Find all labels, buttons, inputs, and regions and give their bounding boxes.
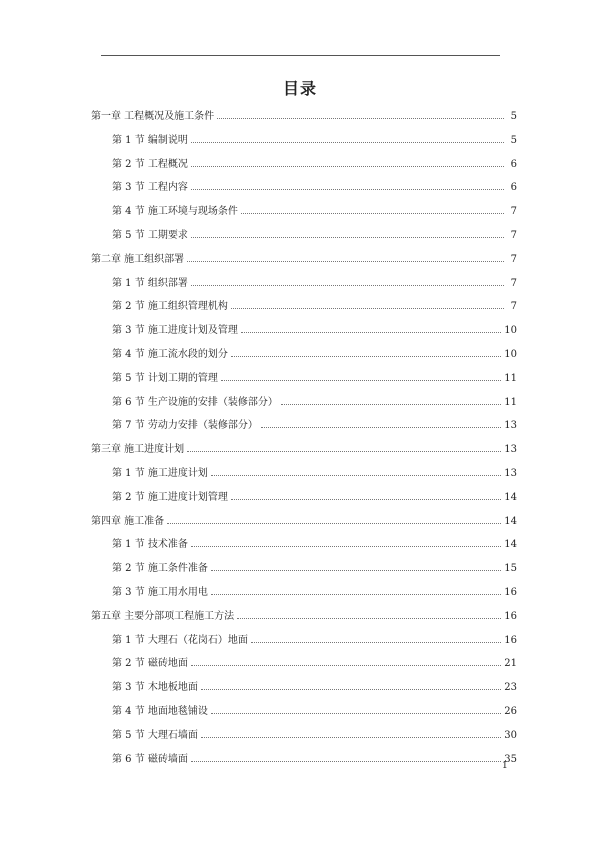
dot-leader: [221, 380, 501, 381]
toc-entry-label: 第 3 节 工程内容: [112, 182, 188, 194]
toc-entry-label: 第 1 节 编制说明: [112, 134, 188, 146]
dot-leader: [241, 213, 504, 214]
toc-entry-section[interactable]: [112, 396, 517, 410]
toc-entry-page: 13: [504, 420, 517, 432]
toc-entry-page: 10: [504, 325, 517, 337]
toc-entry-page: 6: [510, 158, 517, 170]
toc-entry-label: 第 2 节 工程概况: [112, 158, 188, 170]
toc-entry-label: 第 5 节 计划工期的管理: [112, 372, 218, 384]
toc-entry-section[interactable]: [112, 491, 517, 505]
toc-entry-page: 16: [504, 610, 517, 622]
dot-leader: [211, 570, 501, 571]
toc-entry-page: 7: [510, 253, 517, 265]
dot-leader: [191, 189, 504, 190]
toc-entry-page: 21: [504, 658, 517, 670]
toc-entry-label: 第二章 施工组织部署: [91, 253, 185, 265]
dot-leader: [191, 546, 501, 547]
header-rule: [101, 55, 500, 56]
toc-entry-label: 第三章 施工进度计划: [91, 444, 185, 456]
toc-entry-section[interactable]: [112, 134, 517, 148]
toc-entry-section[interactable]: [112, 586, 517, 600]
toc-entry-page: 11: [504, 396, 517, 408]
dot-leader: [251, 642, 501, 643]
toc-entry-label: 第 4 节 地面地毯铺设: [112, 706, 208, 717]
dot-leader: [191, 142, 504, 143]
toc-entry-section[interactable]: [112, 705, 517, 719]
toc-entry-page: 16: [504, 587, 517, 598]
dot-leader: [241, 332, 501, 333]
toc-entry-section[interactable]: [112, 681, 517, 695]
toc-entry-page: 13: [504, 444, 517, 456]
toc-entry-page: 5: [510, 134, 517, 146]
toc-entry-label: 第 4 节 施工流水段的划分: [112, 349, 228, 360]
toc-entry-section[interactable]: [112, 181, 517, 195]
toc-entry-label: 第 3 节 施工进度计划及管理: [112, 325, 238, 337]
toc-entry-label: 第 2 节 施工条件准备: [112, 563, 208, 575]
toc-entry-page: 7: [510, 301, 517, 313]
toc-entry-section[interactable]: [112, 300, 517, 314]
dot-leader: [217, 118, 504, 119]
toc-entry-label: 第 1 节 组织部署: [112, 277, 188, 289]
toc-entry-section[interactable]: [112, 277, 517, 291]
toc-entry-page: 7: [510, 206, 517, 218]
dot-leader: [191, 761, 501, 762]
dot-leader: [167, 523, 501, 524]
dot-leader: [237, 618, 501, 619]
toc-entry-label: 第 2 节 施工组织管理机构: [112, 301, 228, 313]
toc-entry-page: 10: [504, 349, 517, 360]
page-title: 目录: [282, 79, 317, 98]
dot-leader: [187, 451, 501, 452]
toc-entry-page: 16: [504, 634, 517, 646]
toc-entry-label: 第 5 节 大理石墙面: [112, 729, 198, 741]
toc-entry-section[interactable]: [112, 729, 517, 743]
toc-entry-label: 第 4 节 施工环境与现场条件: [112, 206, 238, 218]
toc-entry-page: 30: [504, 729, 517, 741]
toc-entry-section[interactable]: [112, 657, 517, 671]
toc-entry-section[interactable]: [112, 348, 517, 362]
dot-leader: [211, 475, 501, 476]
toc-entry-chapter[interactable]: [91, 253, 517, 267]
dot-leader: [201, 737, 501, 738]
dot-leader: [191, 285, 504, 286]
toc-entry-label: 第 1 节 施工进度计划: [112, 468, 208, 479]
toc-entry-page: 13: [504, 468, 517, 479]
toc-entry-page: 5: [510, 111, 517, 122]
toc-entry-page: 35: [504, 753, 517, 765]
toc-entry-label: 第一章 工程概况及施工条件: [91, 111, 215, 122]
toc-entry-section[interactable]: [112, 158, 517, 172]
dot-leader: [201, 689, 501, 690]
toc-entry-label: 第 2 节 磁砖地面: [112, 658, 188, 670]
dot-leader: [261, 427, 501, 428]
toc-entry-page: 23: [504, 682, 517, 694]
toc-entry-section[interactable]: [112, 538, 517, 552]
dot-leader: [281, 404, 501, 405]
toc-entry-section[interactable]: [112, 562, 517, 576]
toc-entry-label: 第 5 节 工期要求: [112, 230, 188, 241]
toc-entry-page: 11: [504, 372, 517, 384]
toc-entry-chapter[interactable]: [91, 515, 517, 529]
toc-entry-label: 第 3 节 木地板地面: [112, 682, 198, 694]
toc-entry-page: 14: [504, 491, 517, 503]
toc-entry-page: 14: [504, 515, 517, 527]
dot-leader: [231, 308, 504, 309]
page-number: 1: [502, 761, 508, 771]
toc-entry-label: 第四章 施工准备: [91, 515, 165, 527]
toc-entry-page: 7: [510, 277, 517, 289]
dot-leader: [211, 594, 501, 595]
toc-entry-label: 第 3 节 施工用水用电: [112, 587, 208, 598]
toc-entry-label: 第 6 节 磁砖墙面: [112, 753, 188, 765]
toc-entry-section[interactable]: [112, 467, 517, 481]
dot-leader: [187, 261, 504, 262]
toc-entry-section[interactable]: [112, 634, 517, 648]
toc-entry-section[interactable]: [112, 229, 517, 243]
toc-entry-label: 第 7 节 劳动力安排（装修部分）: [112, 420, 258, 432]
dot-leader: [231, 356, 501, 357]
toc-entry-section[interactable]: [112, 324, 517, 338]
toc-entry-label: 第 2 节 施工进度计划管理: [112, 491, 228, 503]
toc-entry-label: 第 1 节 技术准备: [112, 539, 188, 551]
toc-entry-label: 第 6 节 生产设施的安排（装修部分）: [112, 396, 278, 408]
toc-entry-chapter[interactable]: [91, 610, 517, 624]
toc-entry-label: 第 1 节 大理石（花岗石）地面: [112, 634, 248, 646]
dot-leader: [191, 237, 504, 238]
toc-entry-page: 14: [504, 539, 517, 551]
toc-entry-section[interactable]: [112, 419, 517, 433]
toc-entry-page: 6: [510, 182, 517, 194]
toc-entry-label: 第五章 主要分部项工程施工方法: [91, 610, 235, 622]
toc-entry-section[interactable]: [112, 753, 517, 767]
toc-entry-section[interactable]: [112, 372, 517, 386]
toc-entry-chapter[interactable]: [91, 110, 517, 124]
dot-leader: [211, 713, 501, 714]
toc-entry-page: 7: [510, 230, 517, 241]
dot-leader: [191, 665, 501, 666]
dot-leader: [191, 166, 504, 167]
toc-entry-chapter[interactable]: [91, 443, 517, 457]
dot-leader: [231, 499, 501, 500]
toc-entry-section[interactable]: [112, 205, 517, 219]
toc-entry-page: 15: [504, 563, 517, 575]
toc-entry-page: 26: [504, 706, 517, 717]
